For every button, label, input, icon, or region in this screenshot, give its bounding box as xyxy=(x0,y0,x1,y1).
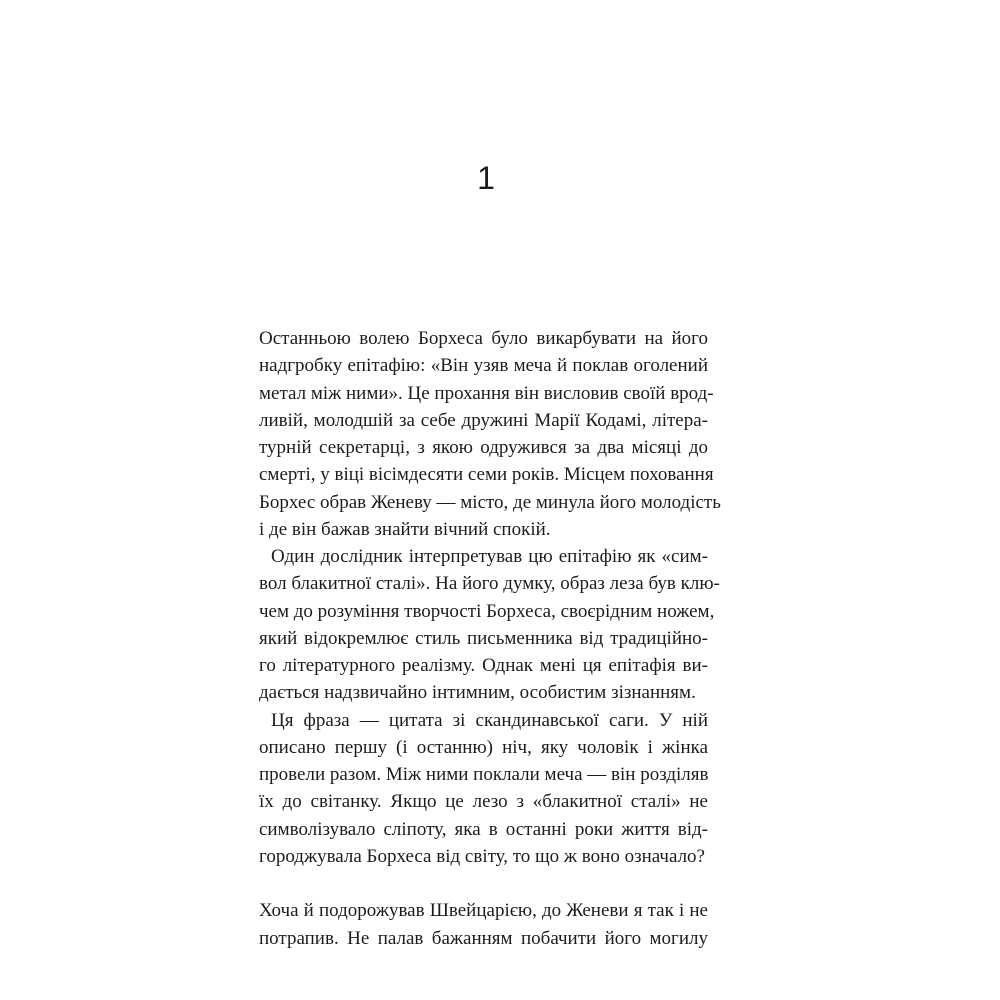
text-line: дається надзвичайно інтимним, особистим зізнанням. xyxy=(259,682,696,704)
text-line: чем до розуміння творчості Борхеса, своєрідним ножем, xyxy=(259,600,715,622)
text-line: і де він бажав знайти вічний спокій. xyxy=(259,518,551,540)
text-line: ливій, молодшій за себе дружині Марії Кодамі, літера- xyxy=(259,409,708,431)
text-line: городжувала Борхеса від світу, то що ж воно означало? xyxy=(259,845,705,867)
text-line: вол блакитної сталі». На його думку, образ леза був клю- xyxy=(259,573,720,595)
text-line: смерті, у віці вісімдесяти семи років. Місцем поховання xyxy=(259,464,714,486)
text-line: Хоча й подорожував Швейцарією, до Женеви я так і не xyxy=(259,900,708,922)
text-line: Ця фраза — цитата зі скандинавської саги. У ній xyxy=(271,709,708,731)
section-break xyxy=(259,870,708,897)
text-line: метал між ними». Це прохання він висловив своїй врод- xyxy=(259,382,714,404)
paragraph-2 xyxy=(259,543,720,707)
text-line: який відокремлює стиль письменника від традиційно- xyxy=(259,627,708,649)
text-line: го літературного реалізму. Однак мені ця епітафія ви- xyxy=(259,655,708,676)
text-line: надгробку епітафію: «Він узяв меча й поклав оголений xyxy=(259,355,708,377)
text-line: Борхес обрав Женеву — місто, де минула його молодість xyxy=(259,491,721,513)
text-line: символізувало сліпоту, яка в останні роки життя від- xyxy=(259,818,708,840)
paragraph-4 xyxy=(259,897,708,952)
text-line: потрапив. Не палав бажанням побачити його могилу xyxy=(259,927,708,949)
paragraph-3 xyxy=(259,707,708,871)
text-line: їх до світанку. Якщо це лезо з «блакитної сталі» не xyxy=(259,791,708,813)
text-line: Один дослідник інтерпретував цю епітафію як «сим- xyxy=(271,546,708,567)
text-line: описано першу (і останню) ніч, яку чоловік і жінка xyxy=(259,736,708,758)
chapter-number: 1 xyxy=(477,160,495,196)
text-line: провели разом. Між ними поклали меча — він розділяв xyxy=(259,764,709,785)
text-line: Останньою волею Борхеса було викарбувати на його xyxy=(259,328,708,349)
body-text xyxy=(259,325,721,952)
text-line: турній секретарці, з якою одружився за два місяці до xyxy=(259,437,708,458)
paragraph-1 xyxy=(259,325,721,543)
